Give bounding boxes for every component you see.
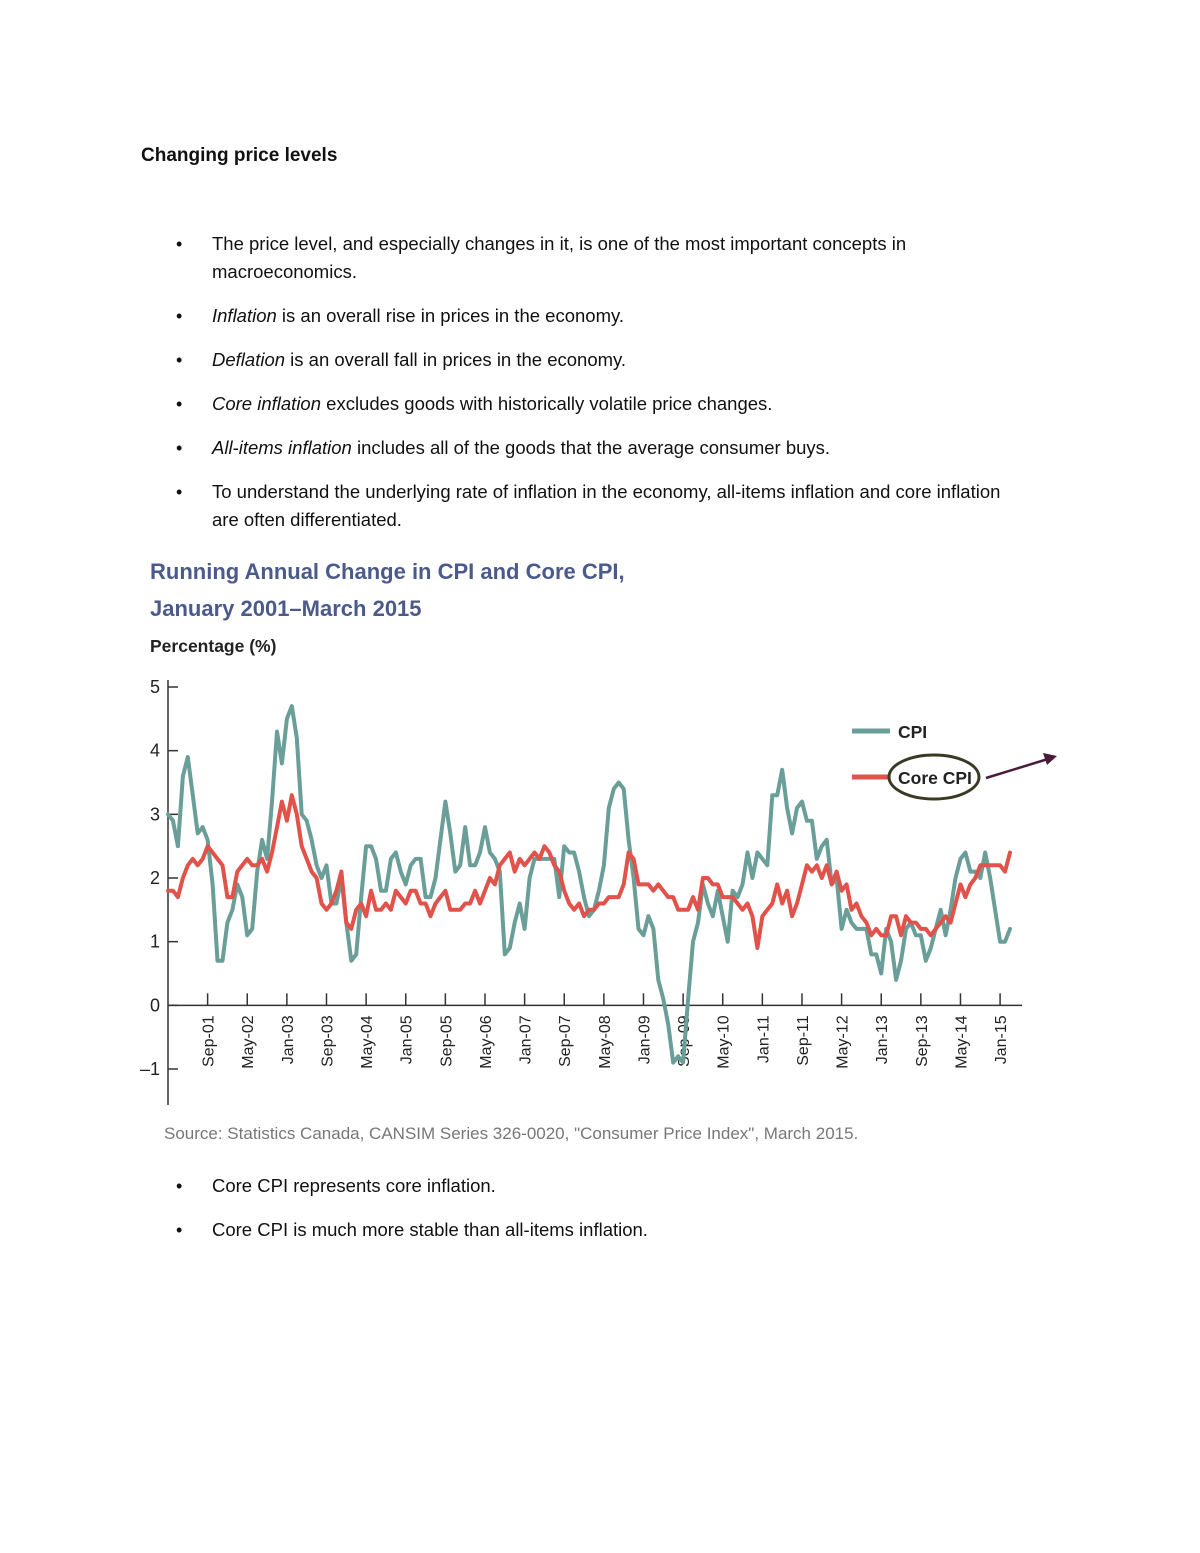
bullet-term: All-items inflation (212, 437, 352, 458)
bullet-term: Inflation (212, 305, 277, 326)
y-tick-label: 2 (149, 868, 160, 888)
x-tick-label: Sep-03 (319, 1015, 337, 1067)
list-item (172, 478, 1032, 534)
bullet-text: excludes goods with historically volatile price changes. (321, 393, 773, 414)
x-tick-label: May-06 (477, 1015, 495, 1069)
annotation-arrow (986, 759, 1048, 778)
list-item (172, 346, 1032, 374)
x-tick-label: May-02 (240, 1015, 258, 1069)
list-item (172, 1172, 1032, 1200)
chart-title-line1: Running Annual Change in CPI and Core CPI, (150, 559, 625, 584)
bullet-list (172, 230, 1032, 550)
x-tick-label: Sep-13 (913, 1015, 931, 1067)
x-tick-label: Sep-11 (794, 1015, 812, 1066)
bullet-term: Deflation (212, 349, 286, 370)
x-tick-label: May-14 (953, 1015, 971, 1069)
bullet-text: includes all of the goods that the average consumer buys. (351, 437, 831, 458)
x-tick-label: Jan-11 (755, 1015, 773, 1064)
x-tick-label: Sep-09 (676, 1015, 694, 1067)
legend (852, 722, 1057, 799)
bullet-text: Core CPI is much more stable than all-items inflation. (212, 1219, 648, 1240)
x-tick-label: May-04 (359, 1015, 377, 1069)
bullet-list-after-chart (172, 1172, 1032, 1260)
chart-title-line2: January 2001–March 2015 (150, 596, 422, 621)
chart-source: Source: Statistics Canada, CANSIM Series 326-0020, "Consumer Price Index", March 2015. (164, 1124, 859, 1143)
x-tick-label: May-10 (715, 1015, 733, 1069)
list-item (172, 390, 1032, 418)
y-axis-label: Percentage (%) (150, 636, 277, 656)
bullet-text: is an overall rise in prices in the economy. (276, 305, 624, 326)
x-tick-label: Sep-05 (438, 1015, 456, 1067)
series-line-cpi (168, 706, 1010, 1063)
x-tick-label: Jan-13 (874, 1015, 892, 1065)
y-tick-label: –1 (139, 1059, 160, 1079)
series-lines (168, 706, 1010, 1063)
bullet-text: To understand the underlying rate of inflation in the economy, all-items inflation and core inflation are often differentiated. (212, 481, 1001, 530)
page-heading: Changing price levels (141, 145, 338, 166)
x-tick-label: Jan-07 (517, 1015, 535, 1065)
list-item (172, 302, 1032, 330)
y-tick-label: 1 (149, 931, 160, 952)
x-tick-label: May-12 (834, 1015, 852, 1069)
list-item (172, 230, 1032, 286)
list-item (172, 1216, 1032, 1244)
x-tick-label: May-08 (596, 1015, 614, 1069)
y-tick-label: 5 (149, 677, 160, 697)
bullet-text: Core CPI represents core inflation. (212, 1175, 496, 1196)
x-tick-label: Sep-07 (557, 1015, 575, 1067)
x-tick-label: Jan-15 (993, 1015, 1011, 1065)
annotation-arrowhead (1043, 753, 1057, 765)
x-tick-label: Jan-09 (636, 1015, 654, 1065)
bullet-text: is an overall fall in prices in the economy. (285, 349, 627, 370)
y-tick-label: 4 (149, 740, 160, 761)
x-tick-label: Jan-03 (279, 1015, 297, 1065)
list-item (172, 434, 1032, 462)
x-tick-label: Sep-01 (200, 1015, 218, 1067)
series-line-core-cpi (168, 795, 1010, 948)
cpi-line-chart (0, 545, 1100, 1155)
legend-label-cpi: CPI (898, 722, 928, 742)
y-tick-label: 3 (149, 804, 160, 825)
x-tick-label: Jan-05 (398, 1015, 416, 1065)
bullet-text: The price level, and especially changes in it, is one of the most important concepts in macroeconomics. (212, 233, 907, 282)
bullet-term: Core inflation (212, 393, 322, 414)
y-tick-label: 0 (149, 995, 160, 1016)
legend-label-core: Core CPI (898, 768, 972, 788)
